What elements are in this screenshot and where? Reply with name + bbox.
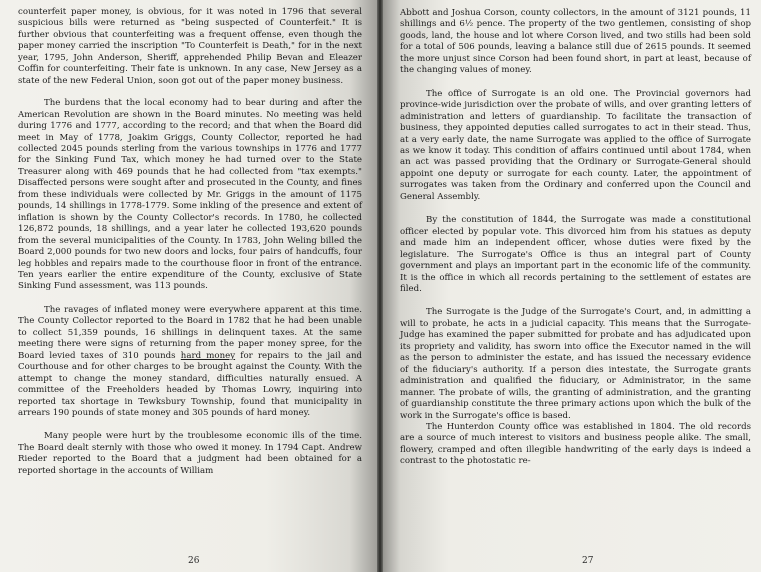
left-page xyxy=(0,0,380,572)
left-paragraph-3-part-a: The ravages of inflated money were everywhere apparent at this time. The County Collector reported to the Board in 1782 that he had been unable to collect 51,359 pounds, 16 shillings in delinquent taxes. At the same meeting there were signs of returning from the paper money spree, for the Board levied taxes of 310 pounds xyxy=(18,304,362,361)
book-gutter xyxy=(377,0,383,572)
right-paragraph-4: The Surrogate is the Judge of the Surrogate's Court, and, in admitting a will to probate, he acts in a judicial capacity. This means that the Surrogate-Judge has examined the paper submitted for probate and has adjudicated upon its propriety and validity, has sworn into office the Executor named in the will as the person to administer the estate, and has issued the necessary evidence of the fiduciary's authority. If a person dies intestate, the Surrogate grants administration and qualified the fiduciary, or Administrator, in the same manner. The probate of wills, the granting of administration, and the granting of guardianship constitute the three primary actions upon which the bulk of the work in the Surrogate's office is based. xyxy=(400,307,751,421)
right-paragraph-3: By the constitution of 1844, the Surrogate was made a constitutional officer elected by popular vote. This divorced him from his statues as deputy and made him an independent officer, whose duties were fixed by the legislature. The Surrogate's Office is thus an integral part of County government and plays an important part in the economic life of the community. It is the office in which all records pertaining to the settlement of estates are filed. xyxy=(400,215,751,294)
hard-money-underlined: hard money xyxy=(180,350,236,361)
right-page-number: 27 xyxy=(582,556,594,566)
right-paragraph-1: Abbott and Joshua Corson, county collectors, in the amount of 3121 pounds, 11 shillings and 6½ pence. The property of the two gentlemen, consisting of shop goods, land, the house and lot where Corson lived, and two stills had been sold for a total of 506 pounds, leaving a balance still due of 2615 pounds. It seemed the more unjust since Corson had been found short, in part at least, because of the changing values of money. xyxy=(400,8,751,76)
left-paragraph-1: counterfeit paper money, is obvious, for it was noted in 1796 that several suspicious bills were returned as "being suspected of Counterfeit." It is further obvious that counterfeiting was a frequent offense, even though the paper money carried the inscription "To Counterfeit is Death," for in the next year, 1795, John Anderson, Sheriff, apprehended Philip Bevan and Eleazer Coffin for counterfeiting. Their fate is unknown. In any case, New Jersey as a state of the new Federal Union, soon got out of the paper money business. xyxy=(18,7,362,86)
right-page xyxy=(381,0,761,572)
left-paragraph-4: Many people were hurt by the troublesome economic ills of the time. The Board dealt sternly with those who owed it money. In 1794 Capt. Andrew Rieder reported to the Board that a judgment had been obtained for a reported shortage in the accounts of William xyxy=(18,431,362,476)
left-paragraph-3 xyxy=(18,305,362,420)
left-page-number: 26 xyxy=(188,556,200,566)
left-paragraph-3-part-b: for repairs to the jail and Courthouse and for other charges to be brought against the County. With the attempt to change the money standard, difficulties naturally ensued. A committee of the Freeholders headed by Thomas Lowry, inquiring into reported tax shortage in Tewksbury Township, found that municipality in arrears 190 pounds of state money and 305 pounds of hard money. xyxy=(18,350,362,418)
left-paragraph-2: The burdens that the local economy had to bear during and after the American Revolution are shown in the Board minutes. No meeting was held during 1776 and 1777, according to the record; and that when the Board did meet in May of 1778, Joakim Griggs, County Collector, reported he had collected 2045 pounds sterling from the various townships in 1776 and 1777 for the Sinking Fund Tax, which money he had turned over to the State Treasurer along with 469 pounds that he had collected from "tax exempts." Disaffected persons were sought after and prosecuted in the County, and fines from these individuals were collected by Mr. Griggs in the amount of 1175 pounds, 14 shillings in 1778-1779. Some inkling of the presence and extent of inflation is shown by the County Collector's records. In 1780, he collected 126,872 pounds, 18 shillings, and a year later he collected 193,620 pounds from the several municipalities of the County. In 1783, John Weling billed the Board 2,000 pounds for two new doors and locks, four pairs of handcuffs, four leg hobbles and repairs made to the courthouse floor in front of the entrance. Ten years earlier the entire expenditure of the County, exclusive of State Sinking Fund assessment, was 113 pounds. xyxy=(18,98,362,292)
right-paragraph-2: The office of Surrogate is an old one. The Provincial governors had province-wide jurisdiction over the probate of wills, and over granting letters of administration and letters of guardianship. To facilitate the transaction of business, they appointed deputies called surrogates to act in their stead. Thus, at a very early date, the name Surrogate was applied to the office of Surrogate as we know it today. This condition of affairs continued until about 1784, when an act was passed providing that the Ordinary or Surrogate-General should appoint one deputy or surrogate for each county. Later, the appointment of surrogates was taken from the Ordinary and conferred upon the Council and General Assembly. xyxy=(400,88,751,202)
right-paragraph-5: The Hunterdon County office was established in 1804. The old records are a source of much interest to visitors and business people alike. The small, flowery, cramped and often illegible handwriting of the early days is indeed a contrast to the photostatic re- xyxy=(400,421,751,467)
